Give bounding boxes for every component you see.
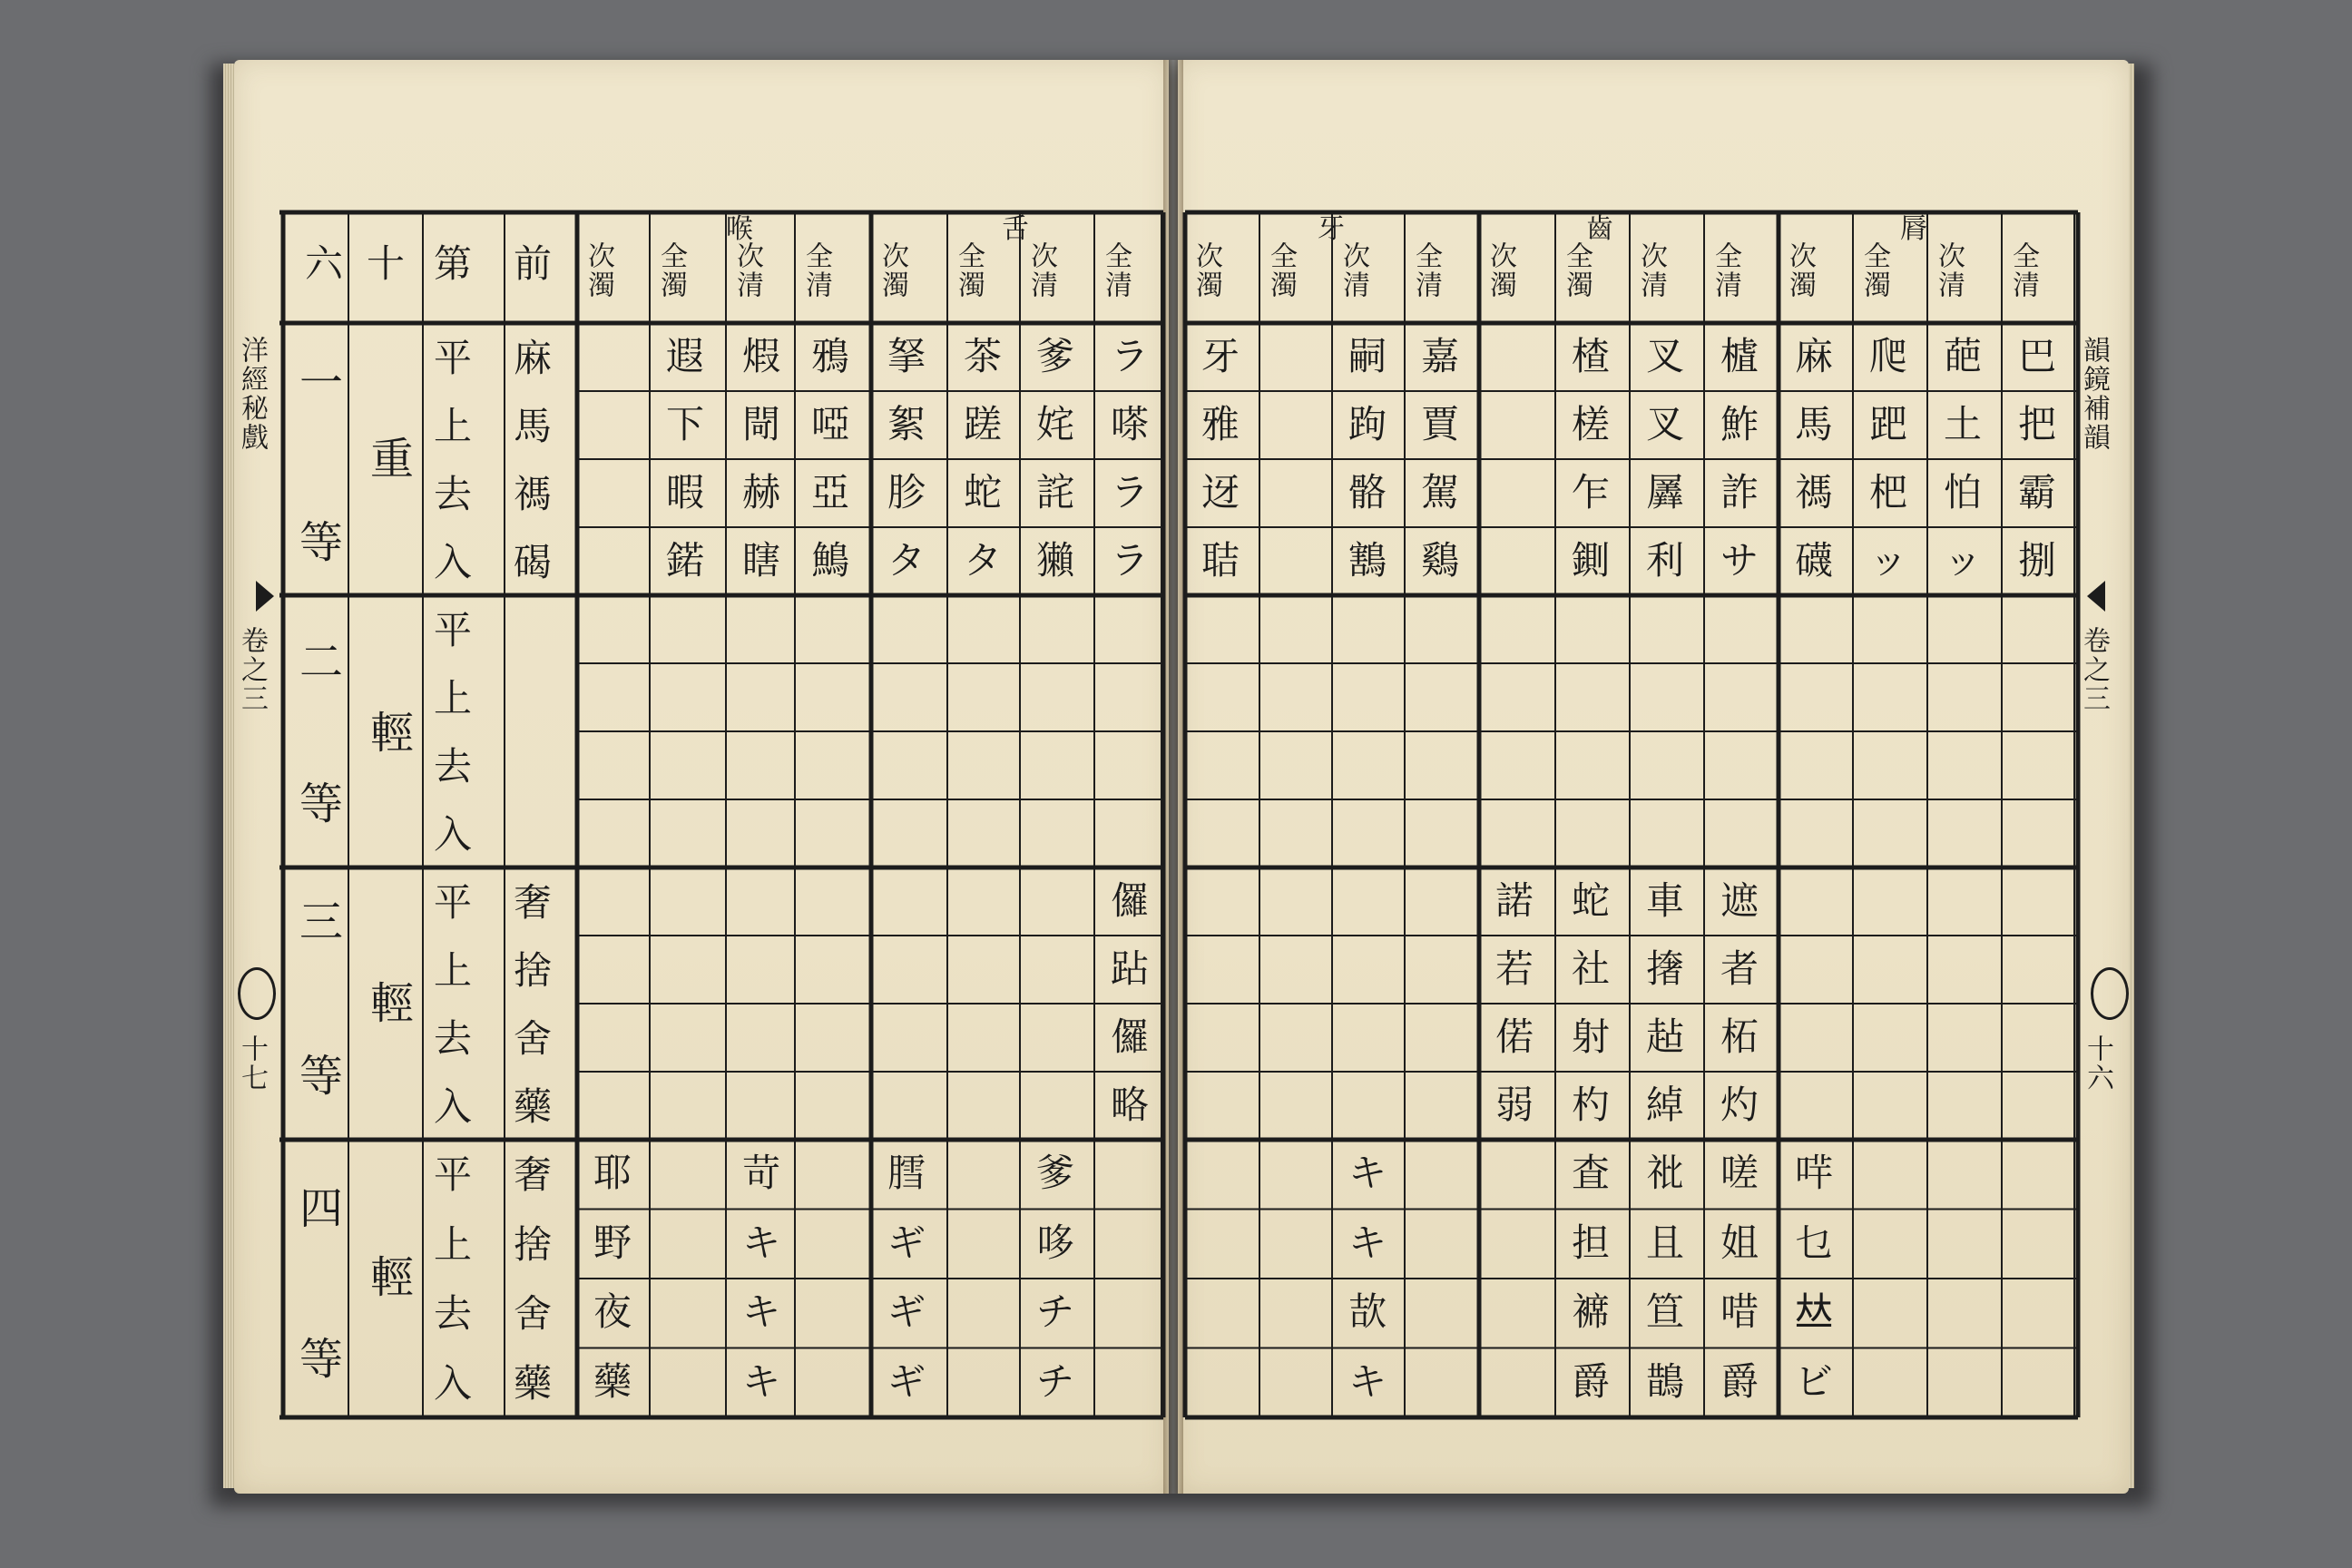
cell-char: 車 (1646, 878, 1685, 923)
column-header: 全清 (800, 241, 832, 299)
cell-char: タ (887, 538, 926, 583)
rhyme-char: 捨 (514, 1221, 553, 1267)
grade-1-num: 一 (299, 358, 344, 408)
cell-char: チ (1036, 1358, 1075, 1404)
tone-char: 去 (434, 1016, 473, 1061)
weight-1: 重 (370, 434, 415, 485)
cell-char: ギ (887, 1220, 926, 1265)
cell-char: 笪 (1646, 1289, 1685, 1334)
cell-char: 爹 (1036, 334, 1075, 378)
cell-char: 樝 (1720, 334, 1759, 378)
cell-char: 骼 (1348, 470, 1387, 514)
cell-char: 趈 (1646, 1014, 1685, 1059)
rhyme-char: 舍 (514, 1291, 553, 1336)
cell-char: 鮓 (1720, 402, 1759, 446)
cell-char: 啞 (811, 402, 850, 446)
left-folio-circle (238, 967, 276, 1020)
grade-3-deng: 等 (299, 1051, 344, 1102)
weight-3: 輕 (370, 978, 415, 1029)
column-header: 次清 (1635, 241, 1667, 299)
cell-char: 鵲 (1646, 1358, 1685, 1404)
cell-char: 野 (593, 1220, 632, 1265)
cell-char: 詫 (1036, 470, 1075, 514)
tone-char: 上 (434, 676, 473, 720)
cell-char: 閜 (742, 402, 781, 446)
tone-char: 上 (434, 1221, 473, 1267)
cell-char: 霸 (2018, 470, 2057, 514)
rhyme-char: 麻 (514, 336, 553, 380)
cell-char: 社 (1572, 946, 1611, 991)
cell-char: 唶 (1720, 1289, 1759, 1334)
cell-char: 嗏 (1111, 402, 1150, 446)
cell-char: 詐 (1720, 470, 1759, 514)
section-label-throat: 喉 (726, 213, 753, 245)
cell-char: 哆 (1036, 1220, 1075, 1265)
column-header: 全濁 (953, 241, 985, 299)
cell-char: 跕 (1111, 946, 1150, 991)
cell-char: 礣 (1795, 538, 1834, 583)
cell-char: 若 (1495, 946, 1534, 991)
cell-char: 赫 (742, 470, 781, 514)
tone-char: 平 (434, 608, 473, 652)
cell-char: 乍 (1572, 470, 1611, 514)
cell-char: 楂 (1572, 334, 1611, 378)
cell-char: 者 (1720, 946, 1759, 991)
cell-char: 馬 (1795, 402, 1834, 446)
right-folio-circle (2091, 967, 2129, 1020)
cell-char: 牙 (1201, 334, 1240, 378)
column-header: 次清 (1933, 241, 1965, 299)
column-header: 全濁 (1561, 241, 1592, 299)
cell-char: ギ (887, 1358, 926, 1404)
cell-char: 射 (1572, 1014, 1611, 1059)
cell-char: ラ (1111, 538, 1150, 583)
cell-char: 杓 (1572, 1083, 1611, 1127)
rhyme-char: 碣 (514, 540, 553, 584)
cell-char: 駕 (1421, 470, 1460, 514)
cell-char: 蹉 (964, 402, 1003, 446)
tone-char: 平 (434, 880, 473, 925)
cell-char: キ (742, 1358, 781, 1404)
tone-char: 去 (434, 1291, 473, 1336)
section-label-teeth: 齒 (1586, 213, 1613, 245)
grade-2-deng: 等 (299, 779, 344, 829)
section-label-tongue: 舌 (1002, 213, 1029, 245)
cell-char: 鍘 (1572, 538, 1611, 583)
cell-char: 叉 (1646, 334, 1685, 378)
grade-4-num: 四 (299, 1183, 344, 1234)
title-char: 前 (514, 241, 553, 286)
cell-char: 欯 (1348, 1289, 1387, 1334)
title-char: 六 (305, 241, 344, 286)
cell-char: 藥 (593, 1358, 632, 1404)
section-label-lips: 脣 (1900, 213, 1927, 245)
cell-char: 鴉 (811, 334, 850, 378)
tone-char: 平 (434, 1152, 473, 1197)
weight-2: 輕 (370, 708, 415, 759)
cell-char: 羼 (1646, 470, 1685, 514)
grade-4-deng: 等 (299, 1334, 344, 1385)
cell-char: 膤 (887, 1151, 926, 1195)
column-header: 全濁 (1265, 241, 1297, 299)
column-header: 全清 (1710, 241, 1741, 299)
right-margin-volume: 卷之三 (2078, 626, 2110, 713)
cell-char: 跔 (1348, 402, 1387, 446)
cell-char: 聐 (1201, 538, 1240, 583)
column-header: 次濁 (1784, 241, 1816, 299)
cell-char: 苛 (742, 1151, 781, 1195)
cell-char: 利 (1646, 538, 1685, 583)
cell-char: キ (1348, 1151, 1387, 1195)
cell-char: ラ (1111, 470, 1150, 514)
cell-char: 𠀤 (1795, 1289, 1834, 1334)
tone-char: 去 (434, 472, 473, 516)
cell-char: 姐 (1720, 1220, 1759, 1265)
rhyme-char: 藥 (514, 1084, 553, 1129)
cell-char: 略 (1111, 1083, 1150, 1127)
cell-char: 杷 (1869, 470, 1908, 514)
column-header: 全濁 (1858, 241, 1890, 299)
cell-char: 胗 (887, 470, 926, 514)
rhyme-char: 禡 (514, 472, 553, 516)
cell-char: 担 (1572, 1220, 1611, 1265)
cell-char: 嗟 (1720, 1151, 1759, 1195)
column-header: 次濁 (1485, 241, 1516, 299)
weight-4: 輕 (370, 1252, 415, 1303)
cell-char: 拏 (887, 334, 926, 378)
cell-char: 弱 (1495, 1083, 1534, 1127)
tone-char: 入 (434, 1360, 473, 1406)
cell-char: 嘉 (1421, 334, 1460, 378)
column-header: 次濁 (583, 241, 614, 299)
right-margin-title: 韻鏡補韻 (2078, 336, 2110, 452)
cell-char: 槎 (1572, 402, 1611, 446)
cell-char: 煆 (742, 334, 781, 378)
cell-char: 蛇 (1572, 878, 1611, 923)
cell-char: ギ (887, 1289, 926, 1334)
cell-char: 賈 (1421, 402, 1460, 446)
cell-char: 偌 (1495, 1014, 1534, 1059)
cell-char: 暇 (666, 470, 705, 514)
rhyme-char: 奢 (514, 880, 553, 925)
column-header: 全清 (1100, 241, 1132, 299)
cell-char: 諾 (1495, 878, 1534, 923)
cell-char: 鶷 (1348, 538, 1387, 583)
cell-char: ッ (1869, 538, 1908, 583)
cell-char: 亞 (811, 470, 850, 514)
tone-char: 入 (434, 1084, 473, 1129)
cell-char: 鍩 (666, 538, 705, 583)
cell-char: ラ (1111, 334, 1150, 378)
rhyme-char: 藥 (514, 1360, 553, 1406)
cell-char: 灼 (1720, 1083, 1759, 1127)
column-header: 次清 (731, 241, 763, 299)
column-header: 次濁 (877, 241, 908, 299)
cell-char: 嗣 (1348, 334, 1387, 378)
right-margin-folio: 十六 (2082, 1034, 2113, 1093)
cell-char: 遮 (1720, 878, 1759, 923)
cell-char: ビ (1795, 1358, 1834, 1404)
tone-char: 上 (434, 404, 473, 448)
cell-char: 怕 (1944, 470, 1983, 514)
grade-3-num: 三 (299, 897, 344, 947)
cell-char: 姹 (1036, 402, 1075, 446)
cell-char: 鷠 (811, 538, 850, 583)
left-margin-volume: 卷之三 (236, 626, 268, 713)
column-header: 次清 (1025, 241, 1057, 299)
cell-char: 土 (1944, 402, 1983, 446)
cell-char: 迓 (1201, 470, 1240, 514)
cell-char: 䃾 (1646, 1151, 1685, 1195)
cell-char: 爵 (1720, 1358, 1759, 1404)
title-char: 十 (367, 241, 406, 286)
cell-char: 耶 (593, 1151, 632, 1195)
cell-char: 葩 (1944, 334, 1983, 378)
column-header: 全清 (2007, 241, 2039, 299)
column-header: 次清 (1338, 241, 1369, 299)
cell-char: キ (742, 1289, 781, 1334)
rhyme-char: 奢 (514, 1152, 553, 1197)
tone-char: 入 (434, 540, 473, 584)
cell-char: サ (1720, 538, 1759, 583)
cell-char: 雅 (1201, 402, 1240, 446)
rhyme-char: 捨 (514, 948, 553, 993)
cell-char: 蛇 (964, 470, 1003, 514)
cell-char: 撦 (1646, 946, 1685, 991)
left-margin-folio: 十七 (236, 1034, 268, 1093)
cell-char: 爬 (1869, 334, 1908, 378)
cell-char: キ (1348, 1220, 1387, 1265)
cell-char: 儸 (1111, 1014, 1150, 1059)
cell-char: 綽 (1646, 1083, 1685, 1127)
cell-char: 叉 (1646, 402, 1685, 446)
column-header: 次濁 (1191, 241, 1222, 299)
cell-char: 爵 (1572, 1358, 1611, 1404)
cell-char: 鷄 (1421, 538, 1460, 583)
cell-char: 把 (2018, 402, 2057, 446)
cell-char: 下 (666, 402, 705, 446)
cell-char: 絮 (887, 402, 926, 446)
tone-char: 平 (434, 336, 473, 380)
grade-1-deng: 等 (299, 517, 344, 568)
section-label-fang: 牙 (1318, 213, 1345, 245)
rhyme-char: 馬 (514, 404, 553, 448)
cell-char: 爹 (1036, 1151, 1075, 1195)
cell-char: キ (1348, 1358, 1387, 1404)
cell-char: 遐 (666, 334, 705, 378)
cell-char: 且 (1646, 1220, 1685, 1265)
cell-char: 麻 (1795, 334, 1834, 378)
cell-char: タ (964, 538, 1003, 583)
tone-char: 上 (434, 948, 473, 993)
cell-char: 柘 (1720, 1014, 1759, 1059)
column-header: 全濁 (655, 241, 687, 299)
left-margin-title: 洋經秘戲 (236, 336, 268, 452)
cell-char: 獺 (1036, 538, 1075, 583)
cell-char: キ (742, 1220, 781, 1265)
tone-char: 入 (434, 812, 473, 857)
cell-char: ッ (1944, 538, 1983, 583)
cell-char: 乜 (1795, 1220, 1834, 1265)
cell-char: 瞎 (742, 538, 781, 583)
cell-char: 跁 (1869, 402, 1908, 446)
cell-char: 儸 (1111, 878, 1150, 923)
rhyme-char: 舍 (514, 1016, 553, 1061)
cell-char: 夜 (593, 1289, 632, 1334)
cell-char: 巴 (2018, 334, 2057, 378)
cell-char: 茶 (964, 334, 1003, 378)
cell-char: 禡 (1795, 470, 1834, 514)
cell-char: 捌 (2018, 538, 2057, 583)
cell-char: 褯 (1572, 1289, 1611, 1334)
title-char: 第 (434, 241, 473, 286)
cell-char: 哶 (1795, 1151, 1834, 1195)
column-header: 全清 (1410, 241, 1442, 299)
grade-2-num: 二 (299, 637, 344, 688)
cell-char: 査 (1572, 1151, 1611, 1195)
cell-char: チ (1036, 1289, 1075, 1334)
tone-char: 去 (434, 744, 473, 789)
